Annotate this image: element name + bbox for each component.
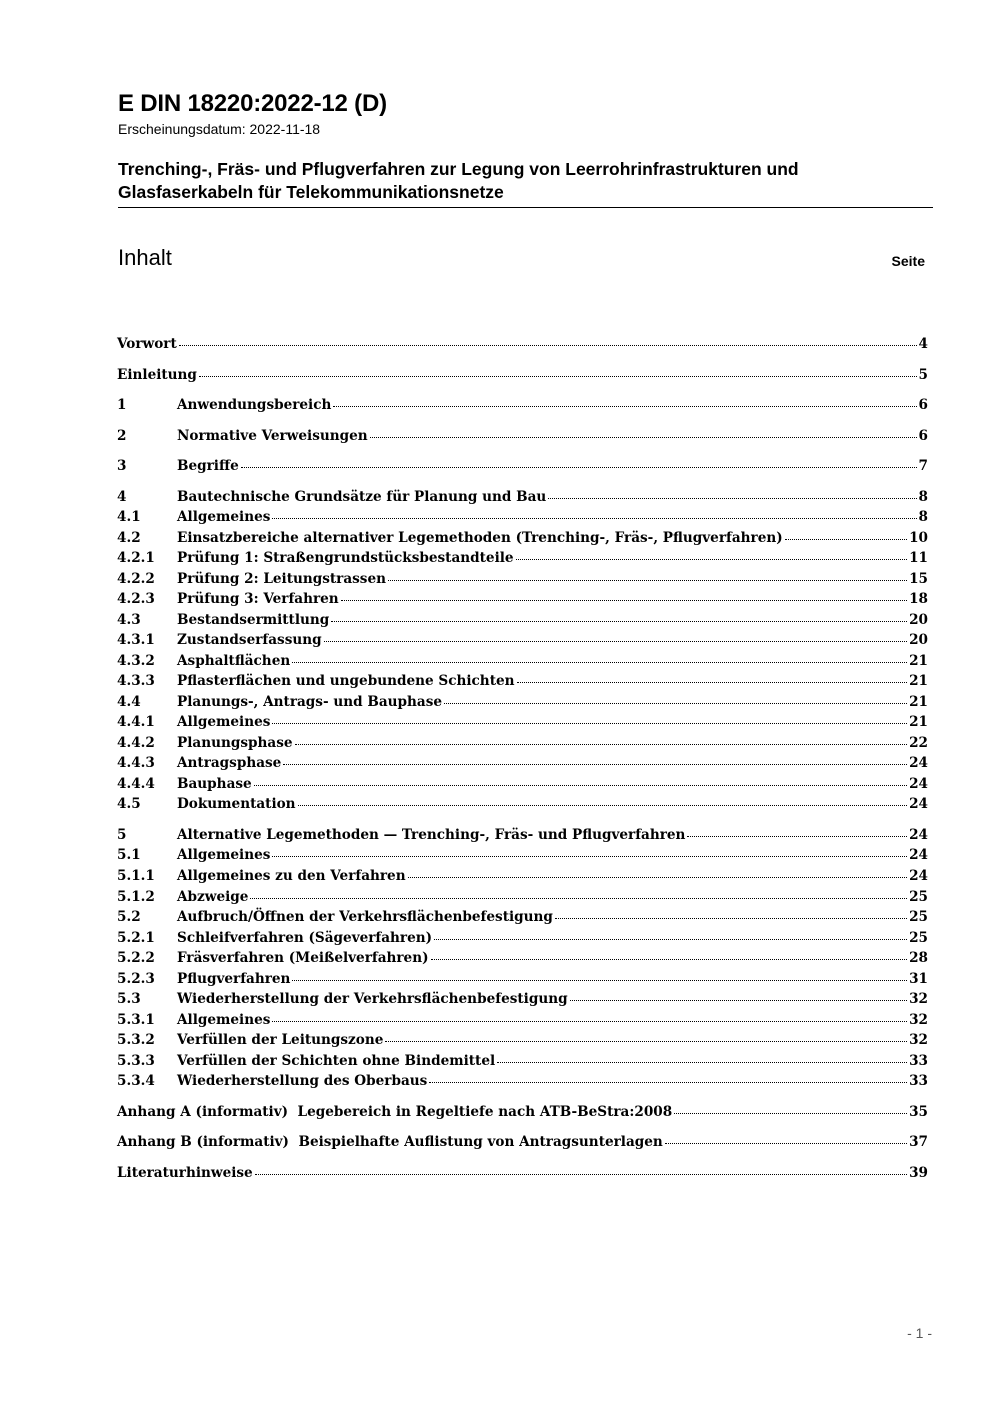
toc-entry-number: 4.2 [117,530,141,546]
toc-entry[interactable] [117,569,928,589]
toc-entry-page: 21 [909,714,928,730]
toc-entry-title: Planungsphase [177,735,293,751]
toc-dot-leader [250,898,907,899]
toc-entry[interactable] [117,1071,928,1091]
toc-dot-leader [665,1143,907,1144]
toc-entry-page: 33 [909,1073,928,1089]
toc-entry-title: Allgemeines [177,1012,271,1028]
toc-entry-number: 4.2.3 [117,591,155,607]
toc-entry-number: 4.2.2 [117,571,155,587]
toc-dot-leader [283,764,907,765]
toc-entry-title: Wiederherstellung der Verkehrsflächenbefestigung [177,991,568,1007]
toc-entry-number: 3 [117,458,127,474]
toc-entry-page: 24 [909,776,928,792]
toc-entry-page: 24 [909,755,928,771]
toc-dot-leader [333,406,916,407]
toc-entry-title: Allgemeines [177,509,271,525]
toc-dot-leader [434,939,907,940]
toc-entry-title: Prüfung 2: Leitungstrassen [177,571,386,587]
toc-entry-title: Allgemeines [177,714,271,730]
toc-dot-leader [255,1174,907,1175]
toc-entry[interactable] [117,1010,928,1030]
toc-entry-number: 5.1 [117,847,141,863]
toc-entry-page: 24 [909,827,928,843]
toc-entry-title: Pflugverfahren [177,971,291,987]
toc-entry-title: Pflasterflächen und ungebundene Schichten [177,673,515,689]
toc-entry[interactable] [117,1102,928,1122]
toc-entry[interactable] [117,733,928,753]
toc-entry-page: 24 [909,868,928,884]
toc-entry-page: 25 [909,930,928,946]
toc-dot-leader [272,723,907,724]
toc-entry-number: 4.3.1 [117,632,155,648]
toc-entry-page: 28 [909,950,928,966]
toc-entry-title: Fräsverfahren (Meißelverfahren) [177,950,429,966]
toc-entry-page: 20 [909,612,928,628]
toc-dot-leader [444,703,907,704]
toc-dot-leader [408,877,907,878]
toc-entry-number: 5.2 [117,909,141,925]
toc-entry-number: 5.1.2 [117,889,155,905]
toc-entry-page: 6 [918,428,928,444]
toc-entry[interactable] [117,692,928,712]
toc-entry[interactable] [117,866,928,886]
toc-dot-leader [292,662,907,663]
toc-entry[interactable] [117,589,928,609]
toc-dot-leader [241,467,917,468]
document-title-line: Trenching-, Fräs- und Pflugverfahren zur Legung von Leerrohrinfrastrukturen und [118,159,799,179]
toc-entry-number: 4.4.4 [117,776,155,792]
toc-dot-leader [388,580,907,581]
toc-page-column-label: Seite [891,253,925,269]
toc-entry[interactable] [117,948,928,968]
toc-entry-number: 5 [117,827,127,843]
toc-entry-page: 4 [918,336,928,352]
toc-entry-number: 5.3.1 [117,1012,155,1028]
toc-heading: Inhalt [118,245,172,270]
toc-entry-page: 35 [909,1104,928,1120]
toc-dot-leader [674,1113,907,1114]
toc-dot-leader [292,980,907,981]
toc-entry[interactable] [117,426,928,446]
toc-entry-number: 4.1 [117,509,141,525]
toc-entry-number: 1 [117,397,127,413]
toc-entry-number: 2 [117,428,127,444]
toc-entry-page: 20 [909,632,928,648]
toc-entry[interactable] [117,456,928,476]
toc-entry[interactable] [117,365,928,385]
toc-entry-page: 6 [918,397,928,413]
toc-entry[interactable] [117,548,928,568]
toc-entry-title: Dokumentation [177,796,296,812]
toc-entry-title: Allgemeines zu den Verfahren [177,868,406,884]
toc-entry-number: 5.3.4 [117,1073,155,1089]
toc-entry[interactable] [117,969,928,989]
toc-entry[interactable] [117,928,928,948]
toc-entry-number: 4 [117,489,127,505]
toc-dot-leader [272,518,916,519]
toc-dot-leader [548,498,916,499]
toc-entry-title: Einleitung [117,367,197,383]
toc-entry[interactable] [117,774,928,794]
toc-entry[interactable] [117,825,928,845]
toc-entry-number: 5.2.2 [117,950,155,966]
toc-entry[interactable] [117,1051,928,1071]
toc-entry-page: 21 [909,653,928,669]
toc-entry-title: Wiederherstellung des Oberbaus [177,1073,428,1089]
toc-entry-page: 32 [909,991,928,1007]
toc-entry-page: 37 [909,1134,928,1150]
toc-entry-page: 11 [909,550,928,566]
toc-entry-title: Anhang A (informativ) Legebereich in Regeltiefe nach ATB-BeStra:2008 [117,1104,673,1120]
toc-entry-page: 7 [918,458,928,474]
toc-entry-title: Asphaltflächen [177,653,291,669]
toc-dot-leader [272,856,907,857]
toc-entry[interactable] [117,528,928,548]
toc-entry-title: Schleifverfahren (Sägeverfahren) [177,930,433,946]
toc-entry-page: 31 [909,971,928,987]
toc-entry-title: Antragsphase [177,755,282,771]
toc-entry-number: 4.2.1 [117,550,155,566]
document-title-line: Glasfaserkabeln für Telekommunikationsnetze [118,182,504,202]
toc-entry-page: 8 [918,489,928,505]
toc-dot-leader [298,805,908,806]
toc-entry-title: Verfüllen der Schichten ohne Bindemittel [177,1053,496,1069]
toc-entry-title: Literaturhinweise [117,1165,253,1181]
toc-dot-leader [516,559,908,560]
toc-entry-title: Abzweige [177,889,249,905]
toc-entry-title: Bauphase [177,776,252,792]
toc-entry-title: Allgemeines [177,847,271,863]
toc-entry-title: Alternative Legemethoden — Trenching-, Fräs- und Pflugverfahren [177,827,686,843]
toc-entry-page: 25 [909,889,928,905]
toc-dot-leader [179,345,917,346]
toc-entry-title: Einsatzbereiche alternativer Legemethoden (Trenching-, Fräs-, Pflugverfahren) [177,530,783,546]
toc-entry[interactable] [117,395,928,415]
toc-dot-leader [341,600,907,601]
toc-dot-leader [570,1000,907,1001]
toc-entry-page: 10 [909,530,928,546]
toc-entry-number: 5.2.3 [117,971,155,987]
toc-entry[interactable] [117,487,928,507]
toc-entry-title: Aufbruch/Öffnen der Verkehrsflächenbefestigung [177,909,553,925]
toc-entry-number: 5.3.3 [117,1053,155,1069]
toc-dot-leader [295,744,908,745]
toc-entry-page: 21 [909,694,928,710]
toc-entry-page: 22 [909,735,928,751]
toc-entry-number: 5.1.1 [117,868,155,884]
table-of-contents [117,0,928,1403]
toc-entry-title: Verfüllen der Leitungszone [177,1032,384,1048]
toc-entry[interactable] [117,887,928,907]
toc-entry[interactable] [117,989,928,1009]
toc-entry-title: Anwendungsbereich [177,397,332,413]
toc-dot-leader [497,1062,907,1063]
toc-entry-number: 5.3 [117,991,141,1007]
toc-entry-title: Vorwort [117,336,177,352]
publication-date: Erscheinungsdatum: 2022-11-18 [118,121,321,137]
toc-entry-title: Bautechnische Grundsätze für Planung und Bau [177,489,547,505]
toc-dot-leader [254,785,907,786]
toc-entry-title: Anhang B (informativ) Beispielhafte Auflistung von Antragsunterlagen [117,1134,663,1150]
toc-dot-leader [517,682,908,683]
toc-entry[interactable] [117,1132,928,1152]
footer-page-number: - 1 - [907,1325,932,1341]
toc-entry-title: Normative Verweisungen [177,428,368,444]
toc-dot-leader [199,376,917,377]
toc-entry-number: 4.4.1 [117,714,155,730]
toc-entry[interactable] [117,1030,928,1050]
toc-entry[interactable] [117,507,928,527]
toc-entry[interactable] [117,651,928,671]
toc-dot-leader [555,918,907,919]
toc-entry-page: 32 [909,1012,928,1028]
document-id: E DIN 18220:2022-12 (D) [118,90,387,117]
toc-entry-page: 18 [909,591,928,607]
toc-entry-page: 5 [918,367,928,383]
toc-entry[interactable] [117,334,928,354]
toc-entry[interactable] [117,630,928,650]
toc-entry-page: 21 [909,673,928,689]
toc-entry-title: Prüfung 3: Verfahren [177,591,339,607]
toc-entry-number: 5.3.2 [117,1032,155,1048]
toc-dot-leader [385,1041,907,1042]
toc-entry-title: Begriffe [177,458,239,474]
toc-entry-number: 4.4.3 [117,755,155,771]
toc-entry[interactable] [117,610,928,630]
toc-entry-page: 25 [909,909,928,925]
toc-entry-title: Planungs-, Antrags- und Bauphase [177,694,443,710]
toc-dot-leader [272,1021,907,1022]
toc-entry-number: 4.3.2 [117,653,155,669]
toc-dot-leader [431,959,908,960]
toc-entry-title: Prüfung 1: Straßengrundstücksbestandteile [177,550,514,566]
toc-entry-page: 33 [909,1053,928,1069]
toc-entry[interactable] [117,753,928,773]
toc-entry-number: 4.4.2 [117,735,155,751]
toc-entry-page: 32 [909,1032,928,1048]
toc-entry[interactable] [117,712,928,732]
toc-entry-title: Bestandsermittlung [177,612,330,628]
toc-entry[interactable] [117,794,928,814]
toc-entry-number: 4.5 [117,796,141,812]
toc-entry[interactable] [117,1163,928,1183]
toc-dot-leader [324,641,907,642]
toc-dot-leader [429,1082,907,1083]
toc-entry-page: 24 [909,796,928,812]
toc-entry-page: 24 [909,847,928,863]
toc-entry-number: 4.3.3 [117,673,155,689]
toc-entry-number: 4.4 [117,694,141,710]
toc-dot-leader [370,437,917,438]
toc-entry-number: 5.2.1 [117,930,155,946]
toc-entry[interactable] [117,671,928,691]
toc-entry-number: 4.3 [117,612,141,628]
toc-entry-page: 39 [909,1165,928,1181]
toc-dot-leader [687,836,907,837]
toc-entry-page: 15 [909,571,928,587]
toc-entry[interactable] [117,907,928,927]
toc-entry[interactable] [117,845,928,865]
toc-entry-page: 8 [918,509,928,525]
toc-dot-leader [785,539,907,540]
toc-dot-leader [331,621,907,622]
toc-entry-title: Zustandserfassung [177,632,322,648]
